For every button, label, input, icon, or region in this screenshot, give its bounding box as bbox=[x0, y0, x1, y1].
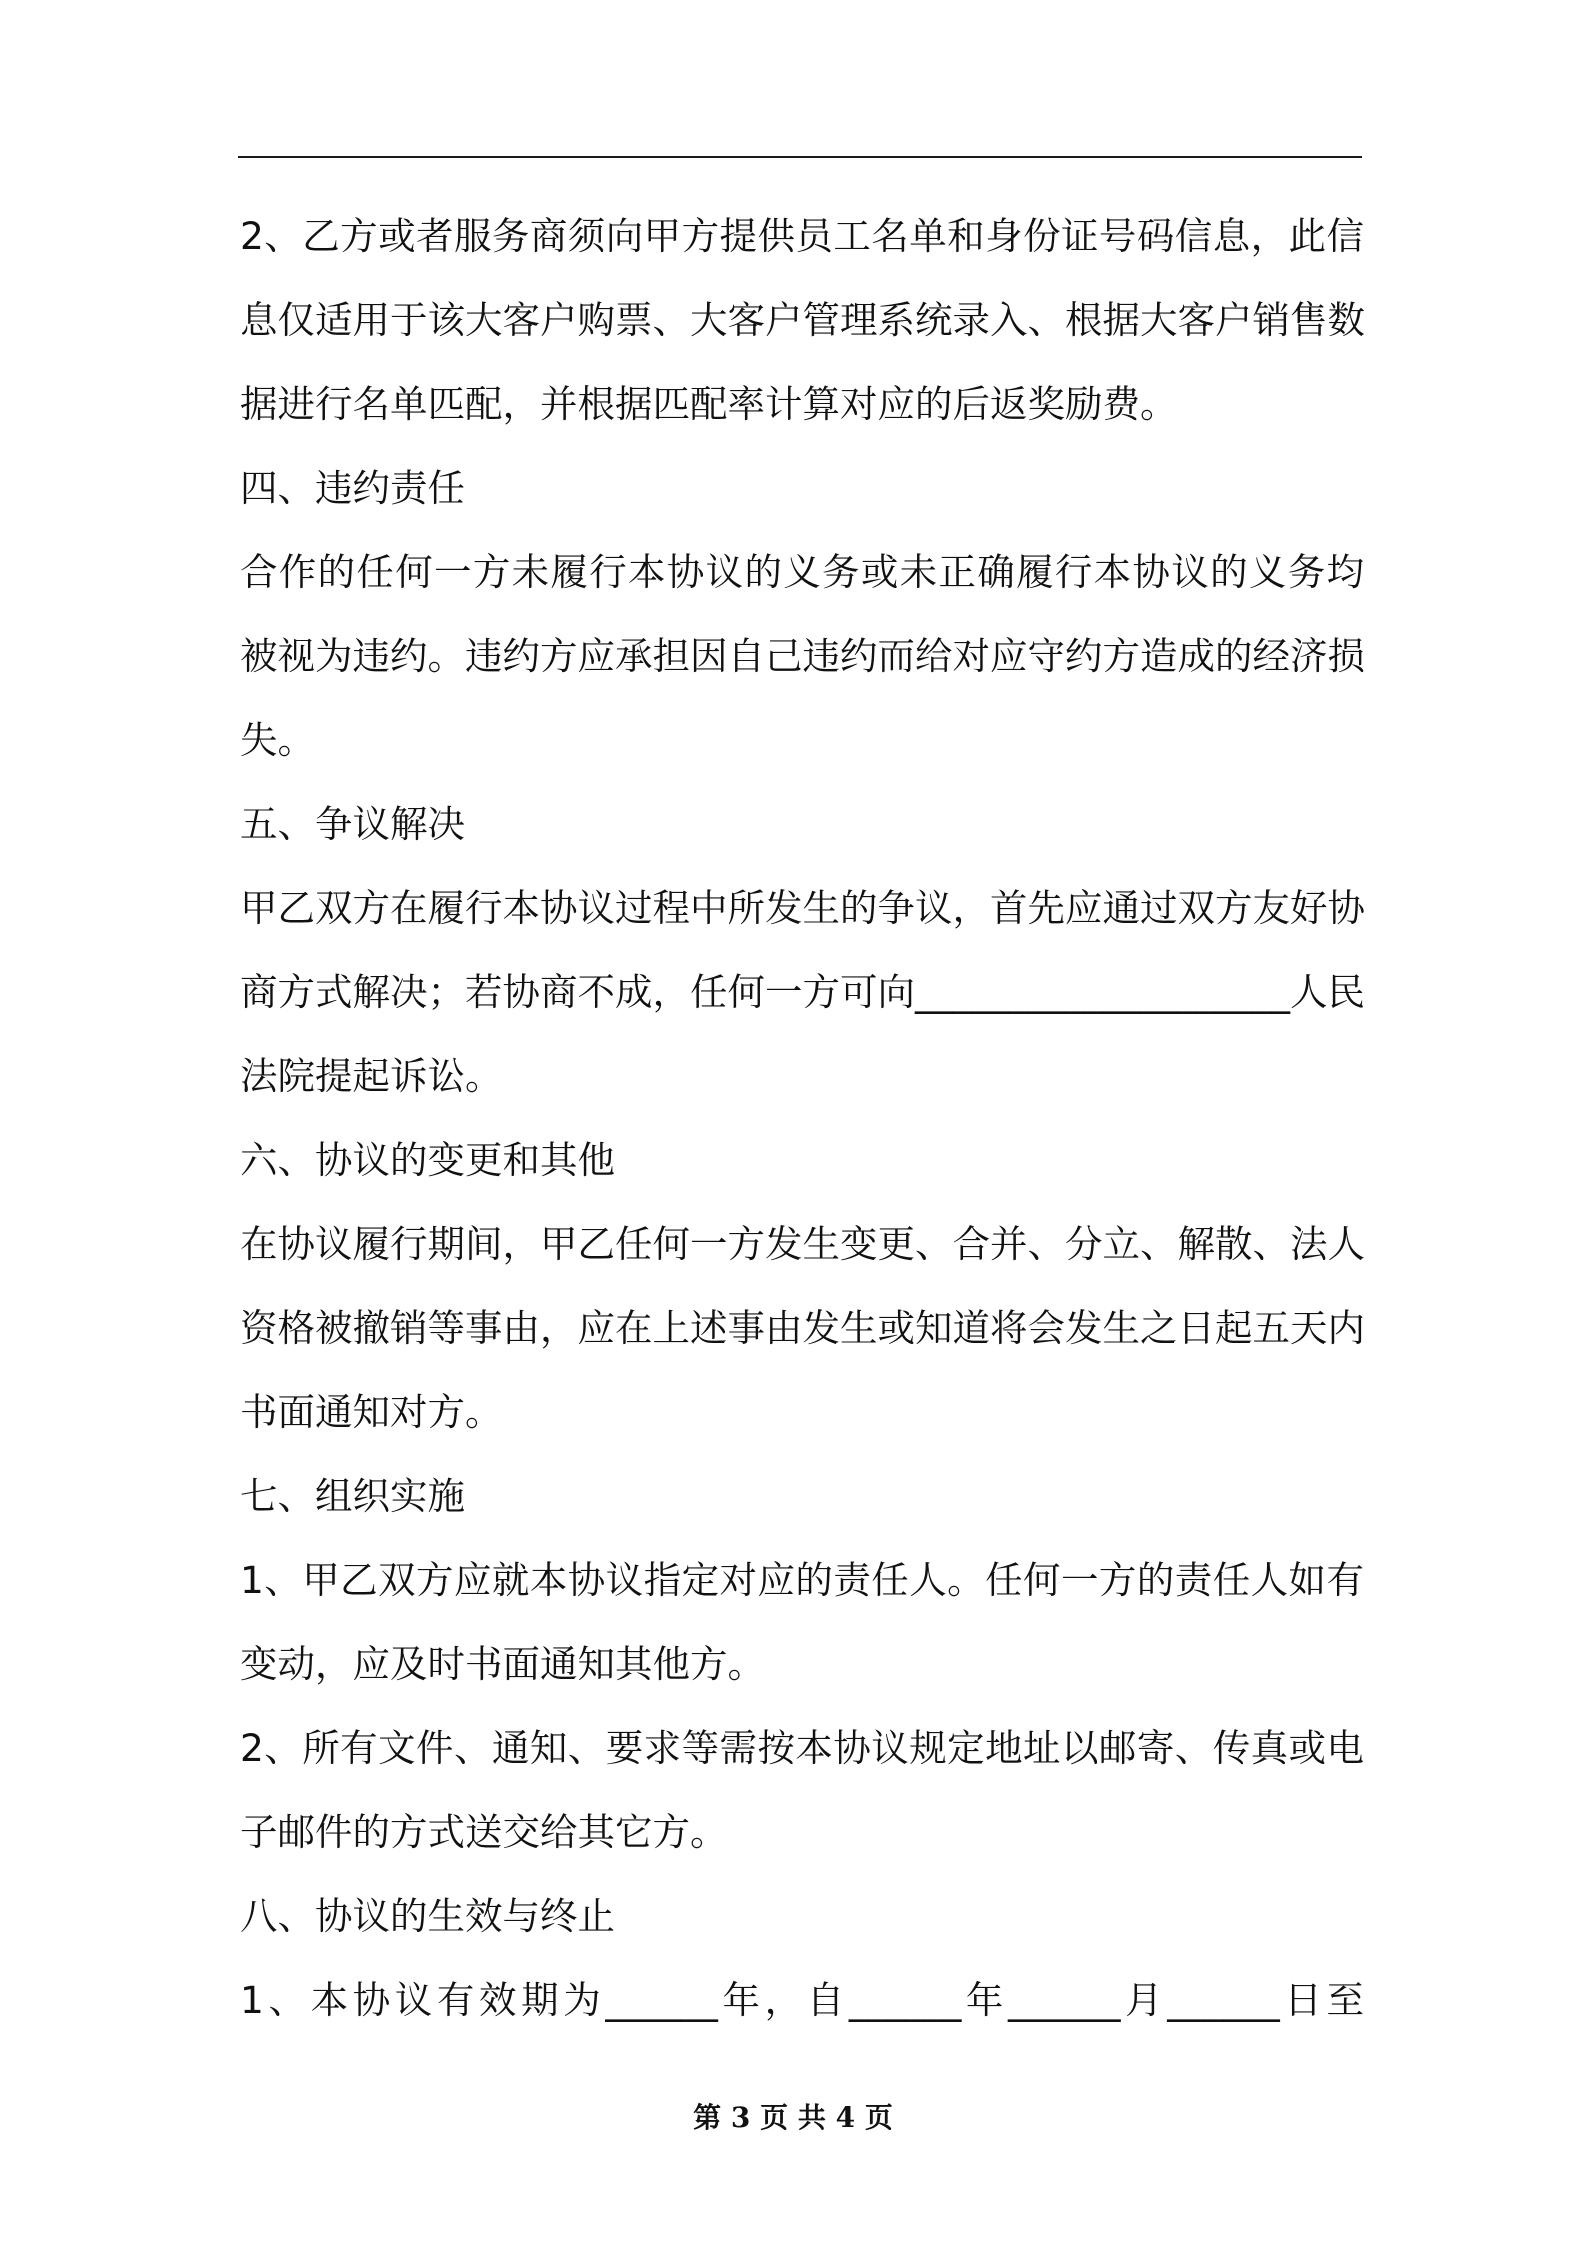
text-line: 2、所有文件、通知、要求等需按本协议规定地址以邮寄、传真或电 bbox=[240, 1726, 1364, 1770]
text-line: 五、争议解决 bbox=[240, 802, 465, 846]
text-line: 1、本协议有效期为______年，自______年______月______日至 bbox=[240, 1978, 1364, 2022]
text-line: 法院提起诉讼。 bbox=[240, 1054, 503, 1098]
text-line: 息仅适用于该大客户购票、大客户管理系统录入、根据大客户销售数 bbox=[240, 298, 1365, 342]
text-line: 变动，应及时书面通知其他方。 bbox=[240, 1642, 765, 1686]
text-line: 六、协议的变更和其他 bbox=[240, 1138, 615, 1182]
text-line: 书面通知对方。 bbox=[240, 1390, 503, 1434]
text-line: 商方式解决；若协商不成，任何一方可向____________________人民 bbox=[240, 970, 1365, 1014]
header-rule bbox=[238, 156, 1362, 158]
text-line: 据进行名单匹配，并根据匹配率计算对应的后返奖励费。 bbox=[240, 382, 1178, 426]
text-line: 2、乙方或者服务商须向甲方提供员工名单和身份证号码信息，此信 bbox=[240, 214, 1364, 258]
text-line: 被视为违约。违约方应承担因自己违约而给对应守约方造成的经济损 bbox=[240, 634, 1365, 678]
text-line: 失。 bbox=[240, 718, 315, 762]
text-line: 七、组织实施 bbox=[240, 1474, 465, 1518]
document-body bbox=[240, 194, 1364, 2042]
text-line: 八、协议的生效与终止 bbox=[240, 1894, 615, 1938]
page-footer: 第 3 页 共 4 页 bbox=[693, 2101, 893, 2134]
text-line: 资格被撤销等事由，应在上述事由发生或知道将会发生之日起五天内 bbox=[240, 1306, 1365, 1350]
text-line: 在协议履行期间，甲乙任何一方发生变更、合并、分立、解散、法人 bbox=[240, 1222, 1365, 1266]
text-line: 四、违约责任 bbox=[240, 466, 465, 510]
text-line: 合作的任何一方未履行本协议的义务或未正确履行本协议的义务均 bbox=[240, 550, 1364, 594]
text-line: 甲乙双方在履行本协议过程中所发生的争议，首先应通过双方友好协 bbox=[240, 886, 1365, 930]
text-line: 1、甲乙双方应就本协议指定对应的责任人。任何一方的责任人如有 bbox=[240, 1558, 1364, 1602]
text-line: 子邮件的方式送交给其它方。 bbox=[240, 1810, 728, 1854]
